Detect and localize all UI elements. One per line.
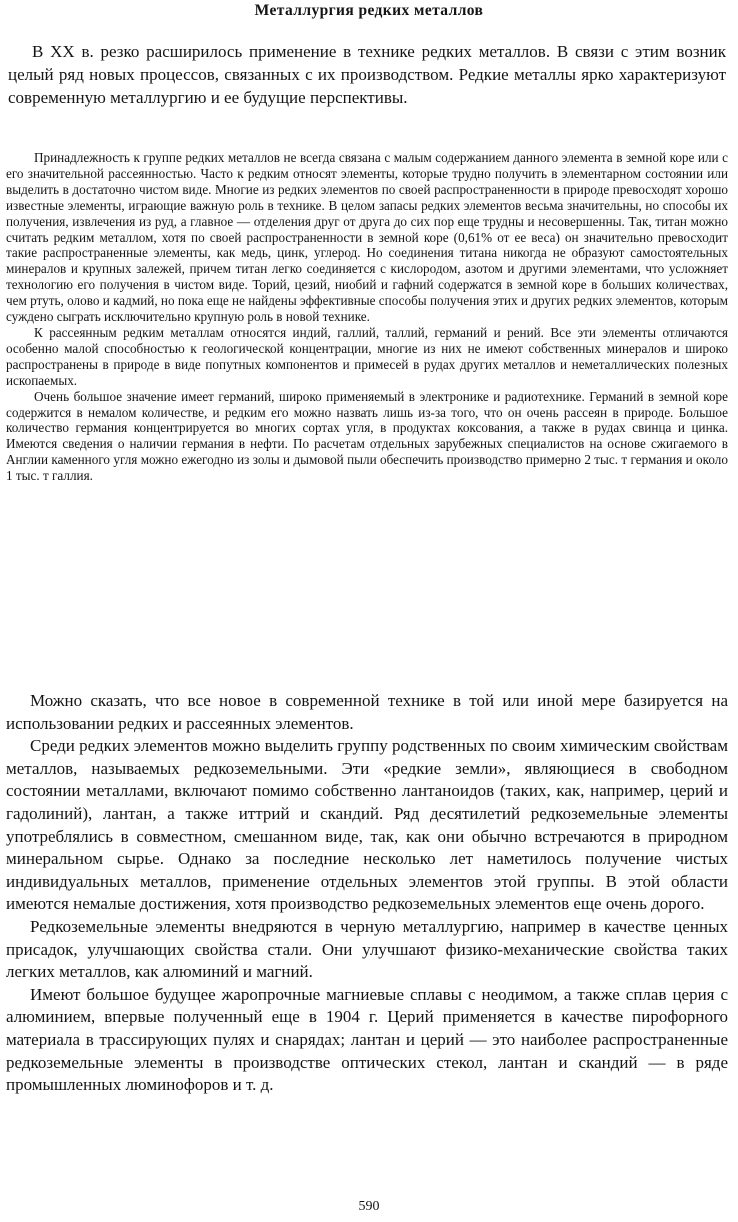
intro-paragraph: В XX в. резко расширилось применение в технике редких металлов. В связи с этим возник целый ряд новых процессов, связанных с их производством. Редкие металлы ярко характеризуют современную металлургию и ее будущие перспективы. [8,42,726,107]
page-number: 590 [358,1199,380,1214]
small-paragraph-rare-metals: Принадлежность к группе редких металлов не всегда связана с малым содержанием данного элемента в земной коре или с его значительной рассеянностью. Часто к редким относят элементы, которые трудно получить в элементарном состоянии или выделить в достаточно чистом виде. Многие из редких элементов по своей распространенности в природе превосходят хорошо известные элементы, играющие важную роль в технике. В целом запасы редких элементов весьма значительны, но способы их получения, извлечения из руд, а главное — отделения друг от друга до сих пор еще трудны и несовершенны. Так, титан можно считать редким металлом, хотя по своей распространенности в земной коре (0,61% от ее веса) он значительно превосходит такие распространенные элементы, как медь, цинк, углерод. Но соединения титана никогда не образуют самостоятельных минералов и крупных залежей, причем титан легко соединяется с кислородом, азотом и другими элементами, что усложняет технологию его получения в чистом виде. Торий, цезий, ниобий и гафний содержатся в земной коре в больших количествах, чем ртуть, олово и кадмий, но пока еще не найдены эффективные способы получения этих и других редких элементов, которым суждено сыграть исключительно крупную роль в новой технике. [6,150,728,325]
paragraph-new-technology: Можно сказать, что все новое в современной технике в той или иной мере базируется на использовании редких и рассеянных элементов. [6,691,728,733]
small-print-block [6,150,728,484]
main-text-block [6,690,728,1097]
paragraph-ferrous-metallurgy: Редкоземельные элементы внедряются в черную металлургию, например в качестве ценных присадок, улучшающих свойства стали. Они улучшают физико-механические свойства таких легких металлов, как алюминий и магний. [6,916,728,982]
paragraph-rare-earths: Среди редких элементов можно выделить группу родственных по своим химическим свойствам металлов, называемых редкоземельными. Эти «редкие земли», являющиеся в свободном состоянии металлами, включают помимо собственно лантаноидов (таких, как, например, церий и гадолиний), лантан, а также иттрий и скандий. Ряд десятилетий редкоземельные элементы употреблялись в совместном, смешанном виде, так, как они обычно встречаются в природном минеральном сырье. Однако за последние несколько лет наметилось получение чистых индивидуальных металлов, применение отдельных элементов этой группы. В этой области имеются немалые достижения, хотя производство редкоземельных элементов еще очень дорого. [6,736,728,914]
section-title: Металлургия редких металлов [254,2,484,19]
small-paragraph-scattered-metals: К рассеянным редким металлам относятся индий, галлий, таллий, германий и рений. Все эти элементы отличаются особенно малой способностью к геологической концентрации, многие из них не имеют собственных минералов и широко распространены в природе в виде попутных компонентов и примесей в рудах других металлов и неметаллических полезных ископаемых. [6,324,728,388]
small-paragraph-germanium: Очень большое значение имеет германий, широко применяемый в электронике и радиотехнике. Германий в земной коре содержится в немалом количестве, и редким его можно назвать лишь из-за того, что он очень рассеян в природе. Большое количество германия концентрируется во многих сортах угля, в продуктах коксования, а также в рудах свинца и цинка. Имеются сведения о наличии германия в нефти. По расчетам отдельных зарубежных специалистов на основе сжигаемого в Англии каменного угля можно ежегодно из золы и дымовой пыли обеспечить производство примерно 2 тыс. т германия и около 1 тыс. т галлия. [6,388,728,484]
paragraph-alloys: Имеют большое будущее жаропрочные магниевые сплавы с неодимом, а также сплав церия с алюминием, впервые полученный еще в 1904 г. Церий применяется в качестве пирофорного материала в трассирующих пулях и снарядах; лантан и церий — это наиболее распространенные редкоземельные элементы в производстве оптических стекол, лантан и скандий — в ряде промышленных люминофоров и т. д. [6,984,728,1095]
